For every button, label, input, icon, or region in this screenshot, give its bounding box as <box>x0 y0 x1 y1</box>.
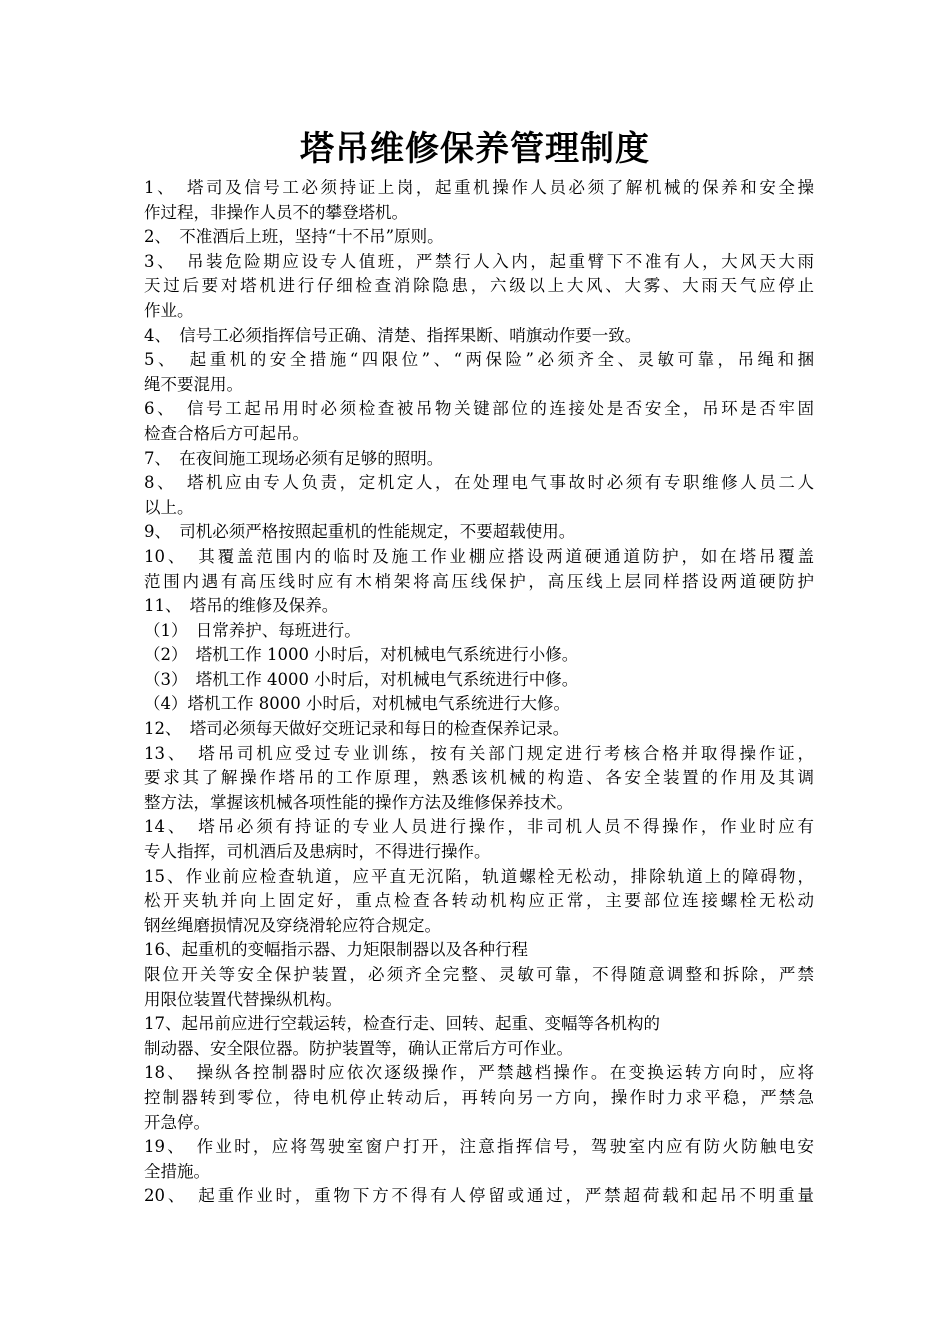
text-line: 限位开关等安全保护装置，必须齐全完整、灵敏可靠，不得随意调整和拆除，严禁 <box>144 965 814 984</box>
text-line: 5、 起重机的安全措施“四限位”、“两保险”必须齐全、灵敏可靠，吊绳和捆 <box>144 350 814 370</box>
text-line: 绳不要混用。 <box>144 374 243 394</box>
text-line: 7、 在夜间施工现场必须有足够的照明。 <box>144 448 444 468</box>
text-line: 14、 塔吊必须有持证的专业人员进行操作，非司机人员不得操作，作业时应有 <box>144 817 814 837</box>
text-line: 3、 吊装危险期应设专人值班，严禁行人入内，起重臂下不准有人，大风天大雨 <box>144 251 814 271</box>
text-line: 17、起吊前应进行空载运转，检查行走、回转、起重、变幅等各机构的 <box>144 1014 660 1034</box>
text-line: 钢丝绳磨损情况及穿绕滑轮应符合规定。 <box>144 915 441 935</box>
text-line: （1） 日常养护、每班进行。 <box>144 620 361 640</box>
text-line: 天过后要对塔机进行仔细检查消除隐患，六级以上大风、大雾、大雨天气应停止 <box>144 276 814 296</box>
text-line: 范围内遇有高压线时应有木梢架将高压线保护，高压线上层同样搭设两道硬防护 <box>144 571 814 591</box>
text-line: 开急停。 <box>144 1112 210 1132</box>
text-line: 松开夹轨并向上固定好，重点检查各转动机构应正常，主要部位连接螺栓无松动 <box>144 891 814 911</box>
text-line: 专人指挥，司机酒后及患病时，不得进行操作。 <box>144 842 491 862</box>
text-line: 制动器、安全限位器。防护装置等，确认正常后方可作业。 <box>144 1038 573 1058</box>
text-line: （4）塔机工作 8000 小时后，对机械电气系统进行大修。 <box>144 694 570 714</box>
page-title: 塔吊维修保养管理制度 <box>300 129 650 169</box>
text-line: 检查合格后方可起吊。 <box>144 423 309 443</box>
text-line: 12、 塔司必须每天做好交班记录和每日的检查保养记录。 <box>144 719 570 739</box>
text-line: 1、 塔司及信号工必须持证上岗，起重机操作人员必须了解机械的保养和安全操 <box>144 178 814 197</box>
text-line: 作过程，非操作人员不的攀登塔机。 <box>144 202 408 222</box>
text-line: 16、起重机的变幅指示器、力矩限制器以及各种行程 <box>144 940 528 960</box>
text-line: 控制器转到零位，待电机停止转动后，再转向另一方向，操作时力求平稳，严禁急 <box>144 1087 814 1107</box>
text-line: 15、作业前应检查轨道，应平直无沉陷，轨道螺栓无松动，排除轨道上的障碍物， <box>144 866 814 886</box>
text-line: 6、 信号工起吊用时必须检查被吊物关键部位的连接处是否安全，吊环是否牢固 <box>144 399 814 419</box>
text-line: 18、 操纵各控制器时应依次逐级操作，严禁越档操作。在变换运转方向时，应将 <box>144 1063 814 1083</box>
text-line: 10、 其覆盖范围内的临时及施工作业棚应搭设两道硬通道防护，如在塔吊覆盖 <box>144 546 814 566</box>
text-line: 20、 起重作业时，重物下方不得有人停留或通过，严禁超荷载和起吊不明重量 <box>144 1186 814 1206</box>
text-line: 用限位装置代替操纵机构。 <box>144 989 342 1009</box>
text-line: 作业。 <box>144 300 194 320</box>
text-line: 整方法，掌握该机械各项性能的操作方法及维修保养技术。 <box>144 792 573 812</box>
text-line: 8、 塔机应由专人负责，定机定人，在处理电气事故时必须有专职维修人员二人 <box>144 473 814 493</box>
text-line: 9、 司机必须严格按照起重机的性能规定，不要超载使用。 <box>144 522 576 542</box>
text-line: 13、 塔吊司机应受过专业训练，按有关部门规定进行考核合格并取得操作证， <box>144 743 814 763</box>
text-line: （2） 塔机工作 1000 小时后，对机械电气系统进行小修。 <box>144 645 579 665</box>
text-line: 以上。 <box>144 497 194 517</box>
text-line: 11、 塔吊的维修及保养。 <box>144 596 339 616</box>
text-line: （3） 塔机工作 4000 小时后，对机械电气系统进行中修。 <box>144 669 579 689</box>
document-body <box>144 176 814 1209</box>
text-line: 2、 不准酒后上班，坚持“十不吊”原则。 <box>144 227 444 247</box>
text-line: 4、 信号工必须指挥信号正确、清楚、指挥果断、哨旗动作要一致。 <box>144 325 642 345</box>
text-line: 要求其了解操作塔吊的工作原理，熟悉该机械的构造、各安全装置的作用及其调 <box>144 768 814 788</box>
text-line: 全措施。 <box>144 1161 210 1181</box>
text-line: 19、 作业时，应将驾驶室窗户打开，注意指挥信号，驾驶室内应有防火防触电安 <box>144 1137 814 1157</box>
